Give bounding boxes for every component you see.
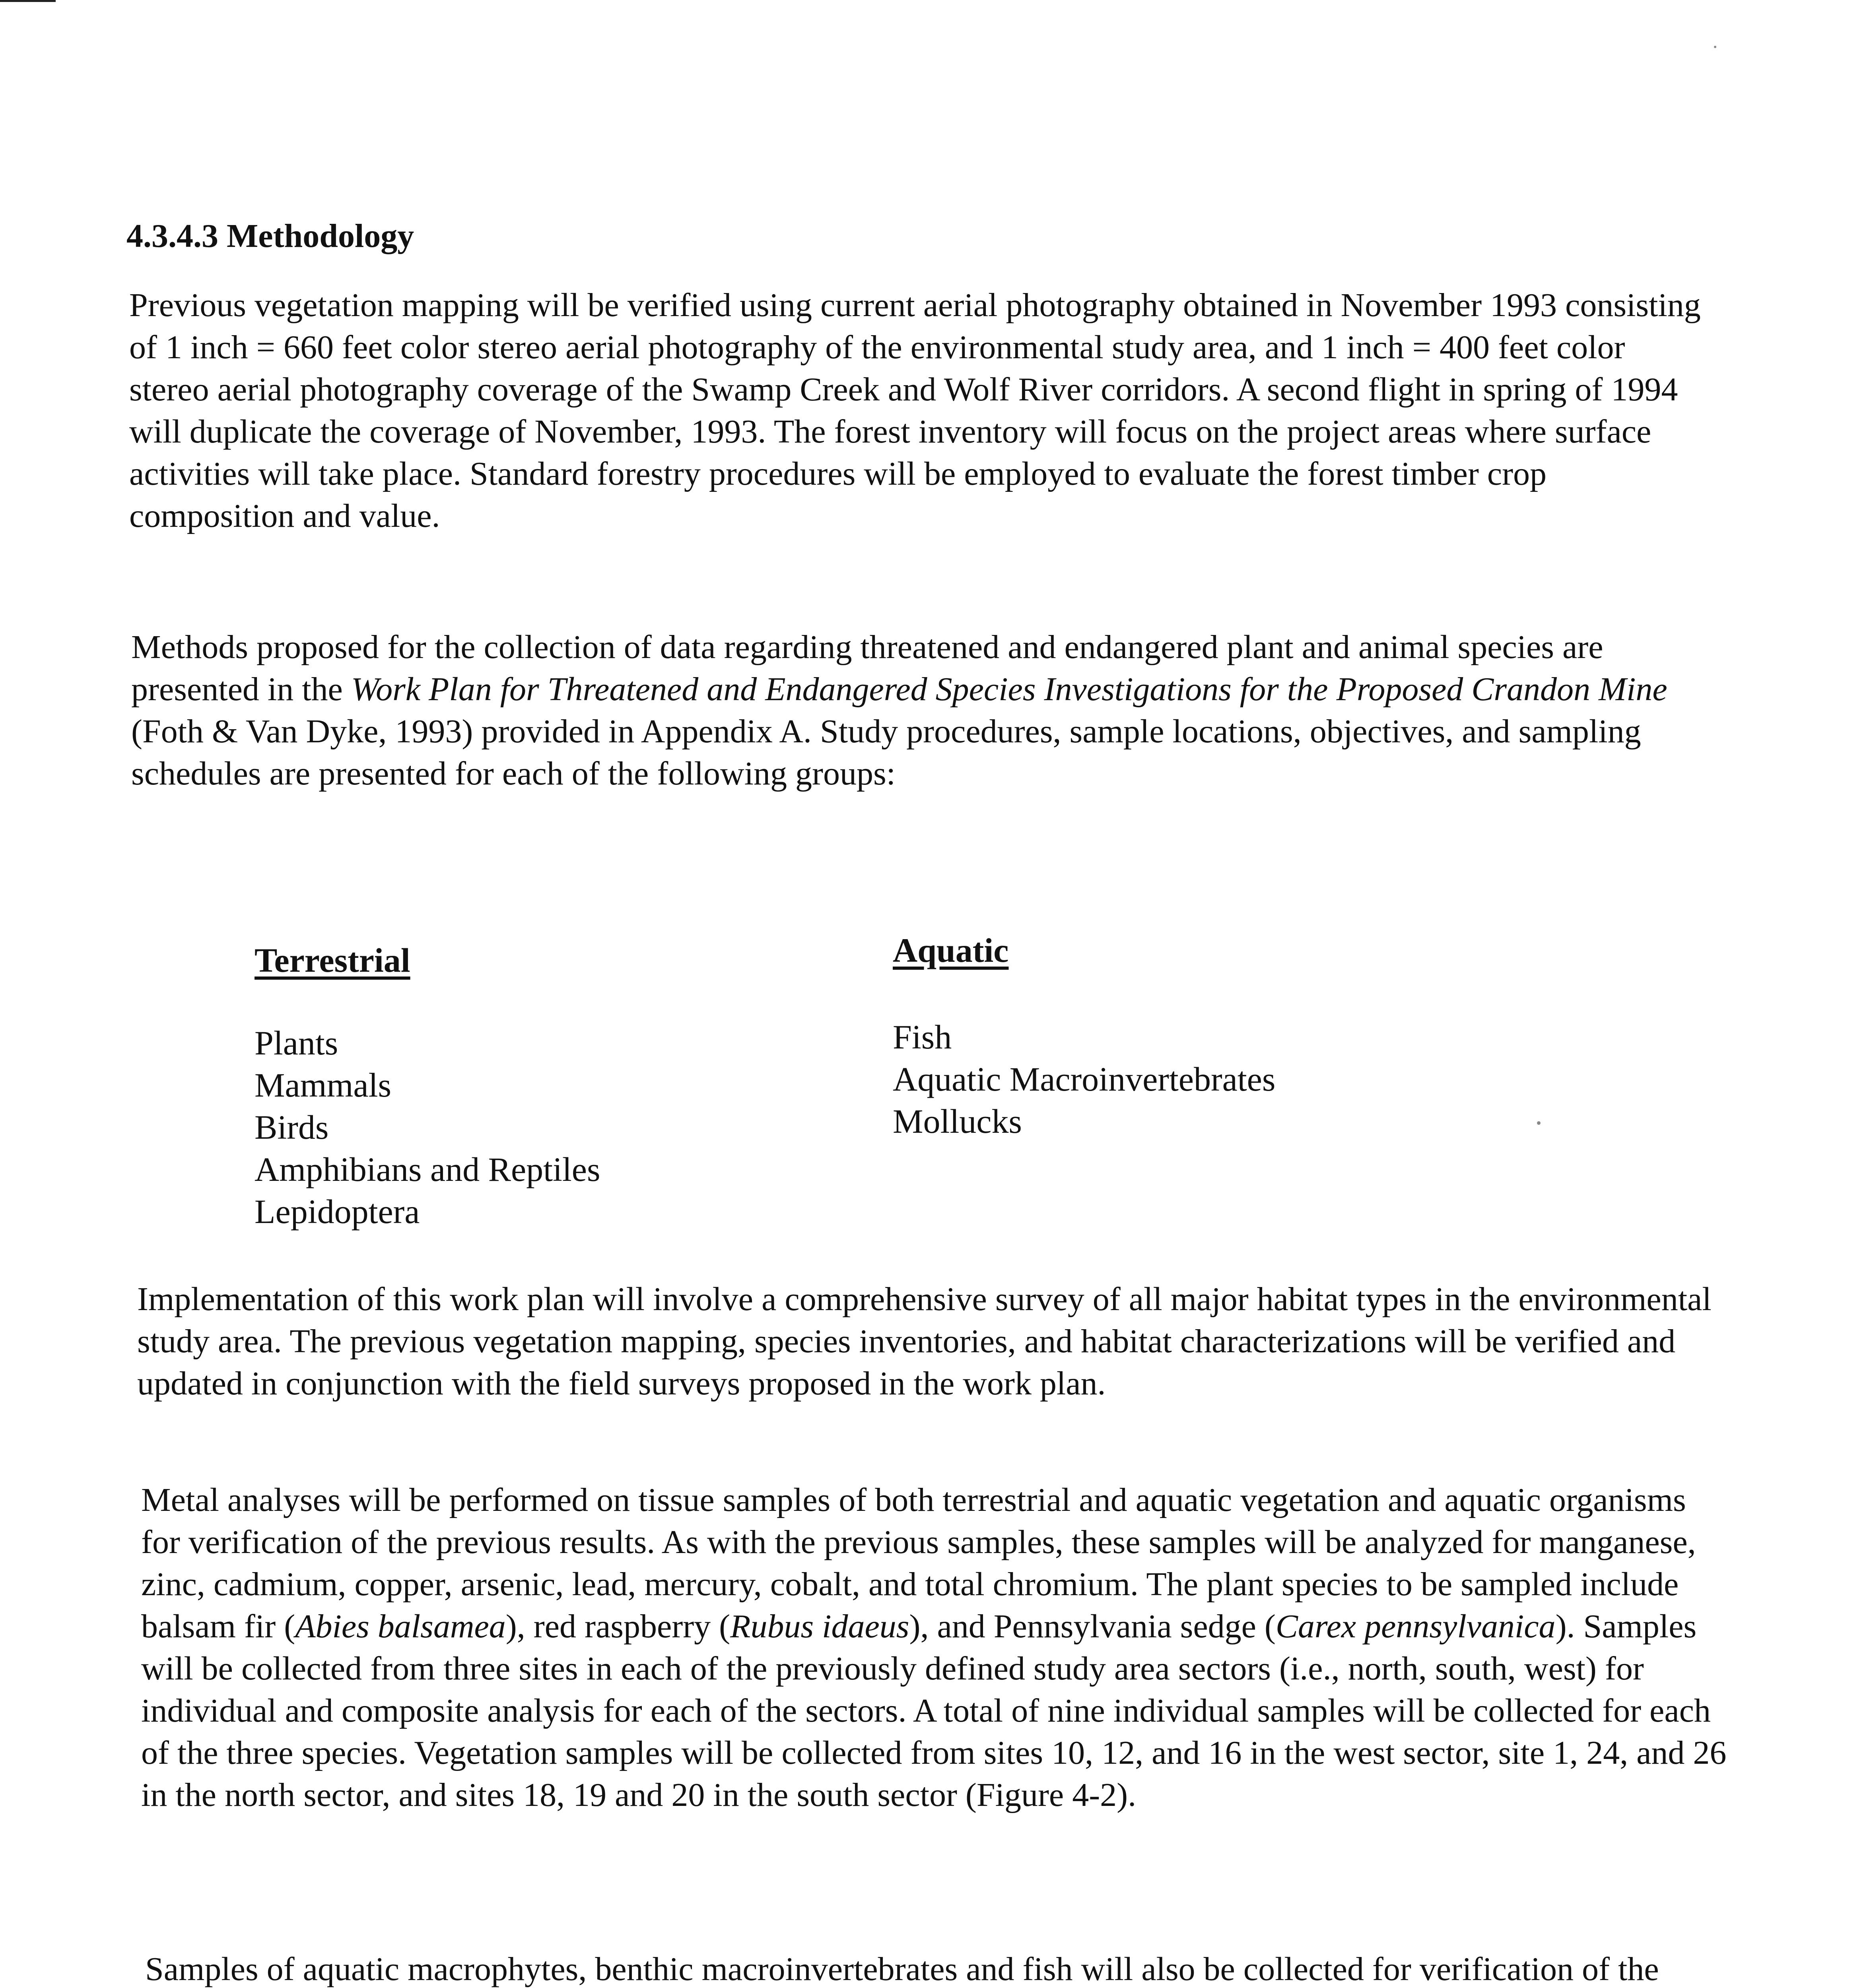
scan-speck xyxy=(1714,46,1716,48)
list-item: Birds xyxy=(255,1108,329,1146)
species-name: Carex pennsylvanica xyxy=(1275,1608,1556,1645)
scan-edge-mark xyxy=(0,0,56,2)
list-item: Plants xyxy=(255,1024,338,1062)
list-item: Mollucks xyxy=(893,1102,1022,1140)
aquatic-list xyxy=(893,1016,1275,1142)
terrestrial-list xyxy=(255,1022,600,1233)
paragraph-metal-analyses xyxy=(141,1479,1732,1816)
species-name: Abies balsamea xyxy=(295,1608,506,1645)
list-item: Mammals xyxy=(255,1066,391,1104)
list-item: Fish xyxy=(893,1018,952,1056)
text-run: (Foth & Van Dyke, 1993) provided in Appendix A. Study procedures, sample locations, objectives, and sampling schedules are presented for each of the following groups: xyxy=(131,713,1641,792)
list-item: Amphibians and Reptiles xyxy=(255,1150,600,1188)
work-plan-title: Work Plan for Threatened and Endangered Species Investigations for the Proposed Crandon Mine xyxy=(351,671,1667,708)
paragraph-aquatic-samples xyxy=(145,1948,1724,1988)
text-run: Methods proposed for the collection of data regarding threatened and endangered plant and animal species are presented in the xyxy=(131,629,1603,708)
terrestrial-heading: Terrestrial xyxy=(255,941,410,979)
scan-speck xyxy=(1537,1121,1541,1125)
text-run: ), and Pennsylvania sedge ( xyxy=(909,1608,1276,1645)
paragraph-implementation: Implementation of this work plan will involve a comprehensive survey of all major habitat types in the environmental study area. The previous vegetation mapping, species inventories, and habitat characterizations will be verified and updated in conjunction with the field surveys proposed in the work plan. xyxy=(137,1281,1712,1402)
text-run: Samples of aquatic macrophytes, benthic macroinvertebrates and fish will also be collected for verification of the xyxy=(145,1951,1659,1988)
text-run: ). Samples will be collected from three sites in each of the previously defined study area sectors (i.e., north, south, west) for individual and composite analysis for each of the sectors. A total of nine individual samples will be collected for each of the three species. Vegetation samples will be collected from sites 10, 12, and 16 in the west sector, site 1, 24, and 26 in the north sector, and sites 18, 19 and 20 in the south sector (Figure 4-2). xyxy=(141,1608,1727,1813)
text-run: Metal analyses will be performed on tissue samples of both terrestrial and aquatic vegetation and aquatic organisms for verification of the previous results. As with the previous samples, these samples will be analyzed for manganese, zinc, cadmium, copper, arsenic, lead, mercury, cobalt, and total chromium. The plant species to be sampled include balsam fir ( xyxy=(141,1481,1696,1645)
paragraph-aerial-photography: Previous vegetation mapping will be verified using current aerial photography obtained in November 1993 consisting of 1 inch = 660 feet color stereo aerial photography of the environmental study area, and 1 inch = 400 feet color stereo aerial photography coverage of the Swamp Creek and Wolf River corridors. A second flight in spring of 1994 will duplicate the coverage of November, 1993. The forest inventory will focus on the project areas where surface activities will take place. Standard forestry procedures will be employed to evaluate the forest timber crop composition and value. xyxy=(129,287,1701,534)
text-run: ), red raspberry ( xyxy=(505,1608,731,1645)
list-item: Lepidoptera xyxy=(255,1192,420,1231)
paragraph-methods-proposed xyxy=(131,626,1714,795)
species-name: Rubus idaeus xyxy=(730,1608,909,1645)
section-heading: 4.3.4.3 Methodology xyxy=(126,217,414,254)
aquatic-heading: Aquatic xyxy=(893,931,1009,969)
list-item: Aquatic Macroinvertebrates xyxy=(893,1060,1276,1098)
